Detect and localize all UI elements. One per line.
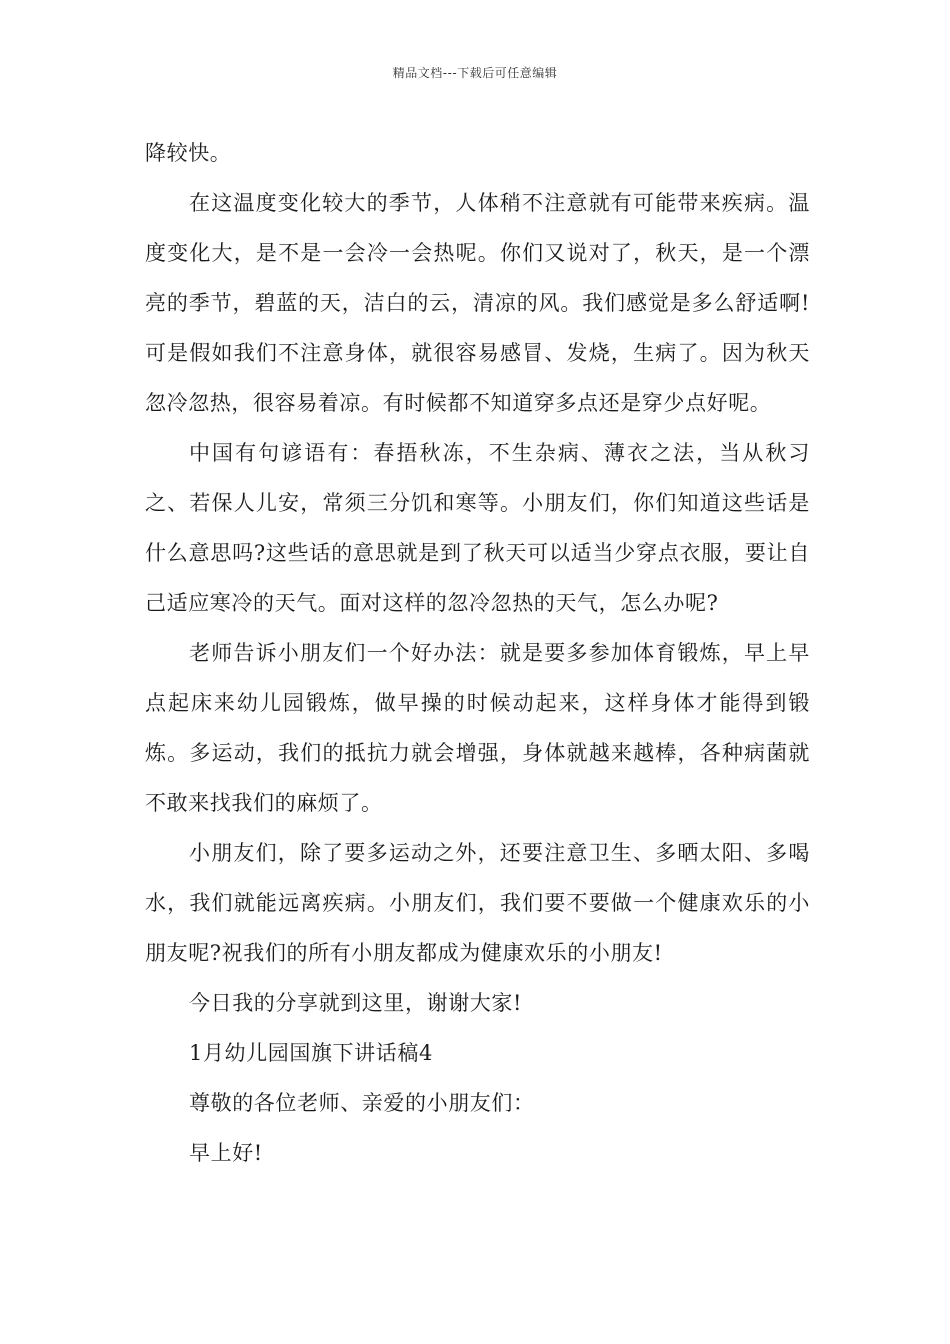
document-body	[145, 128, 810, 1178]
section-title: 1月幼儿园国旗下讲话稿4	[189, 1041, 433, 1065]
paragraph-continuation: 降较快。	[145, 141, 232, 165]
paragraph: 老师告诉小朋友们一个好办法：就是要多参加体育锻炼，早上早点起床来幼儿园锻炼，做早操的时候动起来，这样身体才能得到锻炼。多运动，我们的抵抗力就会增强，身体就越来越棒，各种病菌就不敢来找我们的麻烦了。	[145, 641, 810, 815]
page-header: 精品文档---下载后可任意编辑	[392, 66, 558, 80]
paragraph: 中国有句谚语有：春捂秋冻，不生杂病、薄衣之法，当从秋习之、若保人儿安，常须三分饥和寒等。小朋友们，你们知道这些话是什么意思吗?这些话的意思就是到了秋天可以适当少穿点衣服，要让自己适应寒冷的天气。面对这样的忽冷忽热的天气，怎么办呢?	[145, 441, 810, 615]
greeting: 早上好!	[189, 1141, 263, 1165]
paragraph: 小朋友们，除了要多运动之外，还要注意卫生、多晒太阳、多喝水，我们就能远离疾病。小朋友们，我们要不要做一个健康欢乐的小朋友呢?祝我们的所有小朋友都成为健康欢乐的小朋友!	[145, 841, 810, 965]
closing-line: 今日我的分享就到这里，谢谢大家!	[189, 991, 523, 1015]
paragraph: 在这温度变化较大的季节，人体稍不注意就有可能带来疾病。温度变化大，是不是一会冷一会热呢。你们又说对了，秋天，是一个漂亮的季节，碧蓝的天，洁白的云，清凉的风。我们感觉是多么舒适啊!可是假如我们不注意身体，就很容易感冒、发烧，生病了。因为秋天忽冷忽热，很容易着凉。有时候都不知道穿多点还是穿少点好呢。	[145, 191, 810, 415]
salutation: 尊敬的各位老师、亲爱的小朋友们：	[189, 1091, 535, 1115]
